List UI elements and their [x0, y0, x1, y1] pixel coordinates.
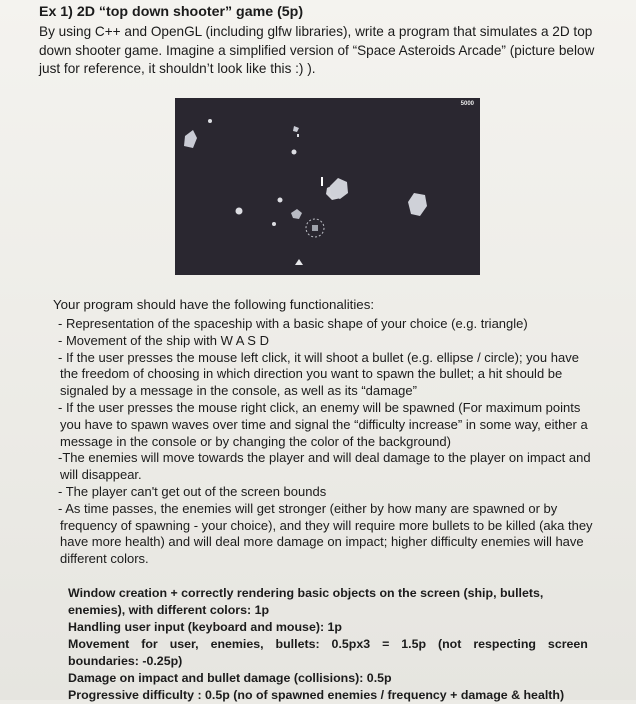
list-item — [58, 484, 603, 501]
list-item-line: -The enemies will move towards the player and will deal damage to the player on impact and — [58, 450, 591, 466]
list-item — [58, 350, 603, 400]
list-item-line: signaled by a message in the console, as well as its “damage” — [60, 383, 417, 399]
grading-word: respecting — [473, 637, 536, 651]
asteroid-icon — [291, 209, 302, 219]
exercise-title: Ex 1) 2D “top down shooter” game (5p) — [39, 4, 304, 20]
list-item-line: the freedom of choosing in which direction you want to spawn the bullet; a hit should be — [60, 366, 563, 382]
bullet — [321, 177, 323, 186]
functionalities-title: Your program should have the following functionalities: — [53, 297, 375, 312]
list-item-line: message in the console or by changing the color of the background) — [60, 433, 451, 449]
grading-line: Window creation + correctly rendering basic objects on the screen (ship, bullets, — [68, 586, 544, 600]
player-ship-icon — [295, 259, 303, 265]
score-readout: 5000 — [460, 101, 474, 107]
star-dot — [292, 150, 297, 155]
grading-word: for — [141, 637, 158, 651]
asteroid-icon — [408, 193, 427, 216]
list-item-line: different colors. — [60, 551, 149, 567]
game-scene — [175, 98, 480, 275]
grading-word: Movement — [68, 637, 130, 651]
intro-line: By using C++ and OpenGL (including glfw libraries), write a program that simulates a 2D top — [39, 24, 593, 39]
grading-line: Progressive difficulty : 0.5p (no of spawned enemies / frequency + damage & health) — [68, 688, 565, 702]
list-item-line: - As time passes, the enemies will get stronger (either by how many are spawned or by — [58, 500, 558, 516]
functionalities-list — [58, 316, 603, 568]
grading-line-movement — [68, 636, 588, 653]
intro-line: just for reference, it shouldn’t look like this :) ). — [39, 61, 316, 76]
list-item — [58, 333, 603, 350]
grading-word: = — [382, 637, 390, 651]
list-item — [58, 450, 603, 484]
grading-word: enemies, — [210, 637, 264, 651]
asteroid-icon — [330, 178, 348, 199]
grading-line: enemies), with different colors: 1p — [68, 603, 270, 617]
star-dot — [236, 208, 243, 215]
game-screenshot — [175, 98, 480, 275]
star-dot — [208, 119, 212, 123]
list-item — [58, 316, 603, 333]
list-item-line: frequency of spawning - your choice), and they will require more bullets to be killed (aka they — [60, 517, 593, 533]
star-dot — [272, 222, 276, 226]
list-item-line: - Movement of the ship with W A S D — [58, 332, 269, 348]
list-item — [58, 501, 603, 568]
star-dot — [278, 198, 283, 203]
grading-word: 1.5p — [401, 637, 427, 651]
asteroid-icon — [293, 126, 299, 132]
ship-icon — [312, 225, 318, 231]
list-item-line: have more health) and will deal more damage on impact; higher difficulty enemies will have — [60, 534, 584, 550]
list-item — [58, 400, 603, 450]
grading-word: screen — [547, 637, 588, 651]
list-item-line: you have to spawn waves over time and signal the “difficulty increase” in some way, either a — [60, 416, 588, 432]
grading-word: 0.5px3 — [331, 637, 371, 651]
grading-word: (not — [437, 637, 462, 651]
asteroid-icon — [184, 130, 197, 148]
grading-word: bullets: — [275, 637, 320, 651]
list-item-line: - The player can't get out of the screen bounds — [58, 483, 327, 499]
grading-line: Handling user input (keyboard and mouse): 1p — [68, 620, 342, 634]
list-item-line: - Representation of the spaceship with a basic shape of your choice (e.g. triangle) — [58, 316, 528, 331]
intro-line: down shooter game. Imagine a simplified version of “Space Asteroids Arcade” (picture below — [39, 42, 595, 58]
list-item-line: will disappear. — [60, 467, 142, 483]
star-dot — [297, 134, 299, 137]
list-item-line: - If the user presses the mouse left click, it will shoot a bullet (e.g. ellipse / circle); you have — [58, 349, 579, 365]
grading-line: boundaries: -0.25p) — [68, 654, 183, 668]
list-item-line: - If the user presses the mouse right click, an enemy will be spawned (For maximum points — [58, 399, 581, 415]
exercise-intro — [39, 23, 629, 79]
grading-word: user, — [169, 637, 199, 651]
grading-criteria — [68, 585, 588, 704]
grading-line: Damage on impact and bullet damage (collisions): 0.5p — [68, 671, 392, 685]
